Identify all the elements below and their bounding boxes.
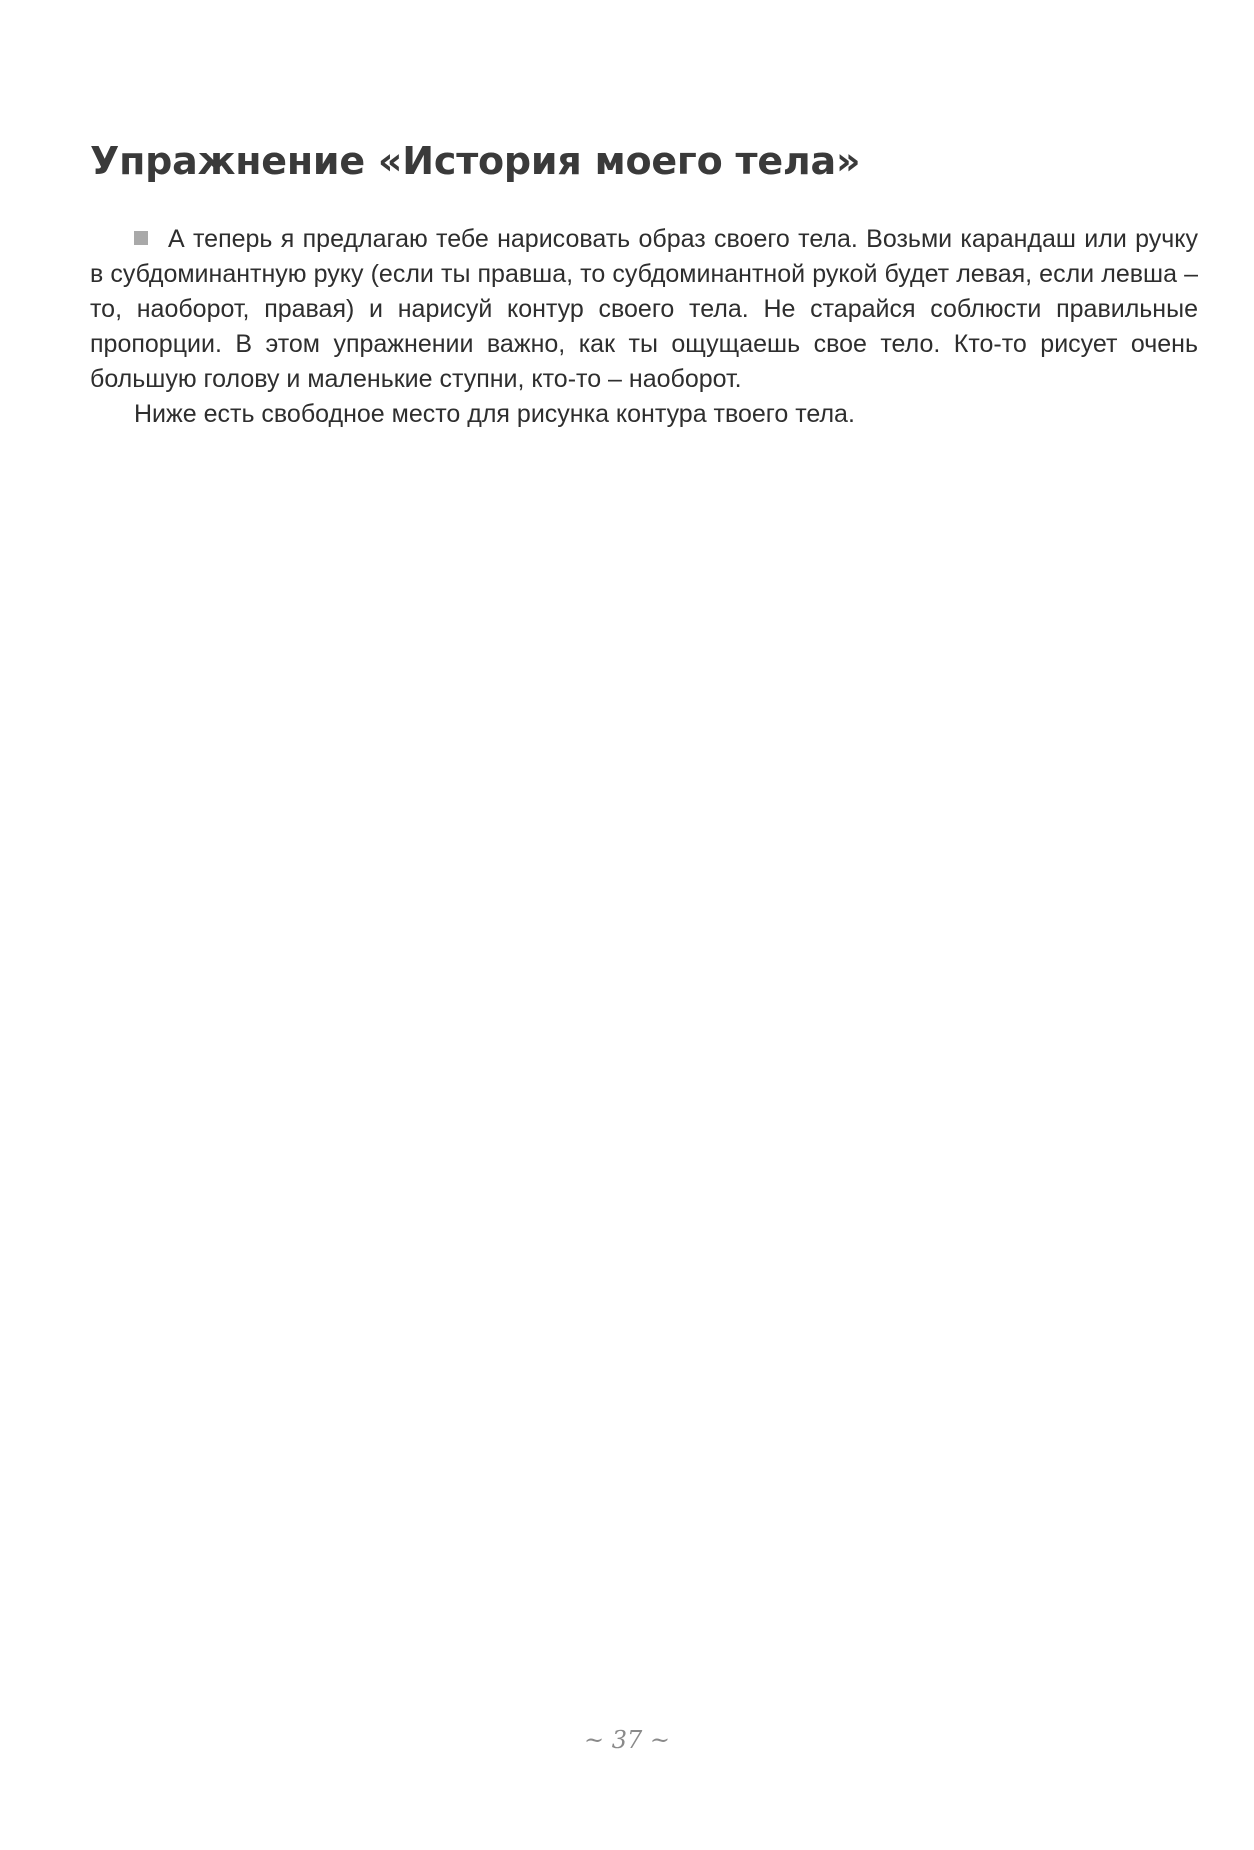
blank-drawing-area <box>90 460 1198 1680</box>
exercise-body <box>90 222 1198 432</box>
square-bullet-icon <box>134 231 148 245</box>
page-number: ~ 37 ~ <box>583 1726 670 1754</box>
drawing-space-note: Ниже есть свободное место для рисунка контура твоего тела. <box>134 400 855 428</box>
instruction-text: А теперь я предлагаю тебе нарисовать образ своего тела. Возьми карандаш или ручку в субдоминантную руку (если ты правша, то субдоминантной рукой будет левая, если левша – то, наоборот, правая) и нарисуй контур своего тела. Не старайся соблюсти правильные пропорции. В этом упражнении важно, как ты ощущаешь свое тело. Кто-то рисует очень большую голову и маленькие ступни, кто-то – наоборот. <box>90 225 1198 393</box>
exercise-title: Упражнение «История моего тела» <box>90 139 861 183</box>
instruction-paragraph <box>90 222 1198 397</box>
